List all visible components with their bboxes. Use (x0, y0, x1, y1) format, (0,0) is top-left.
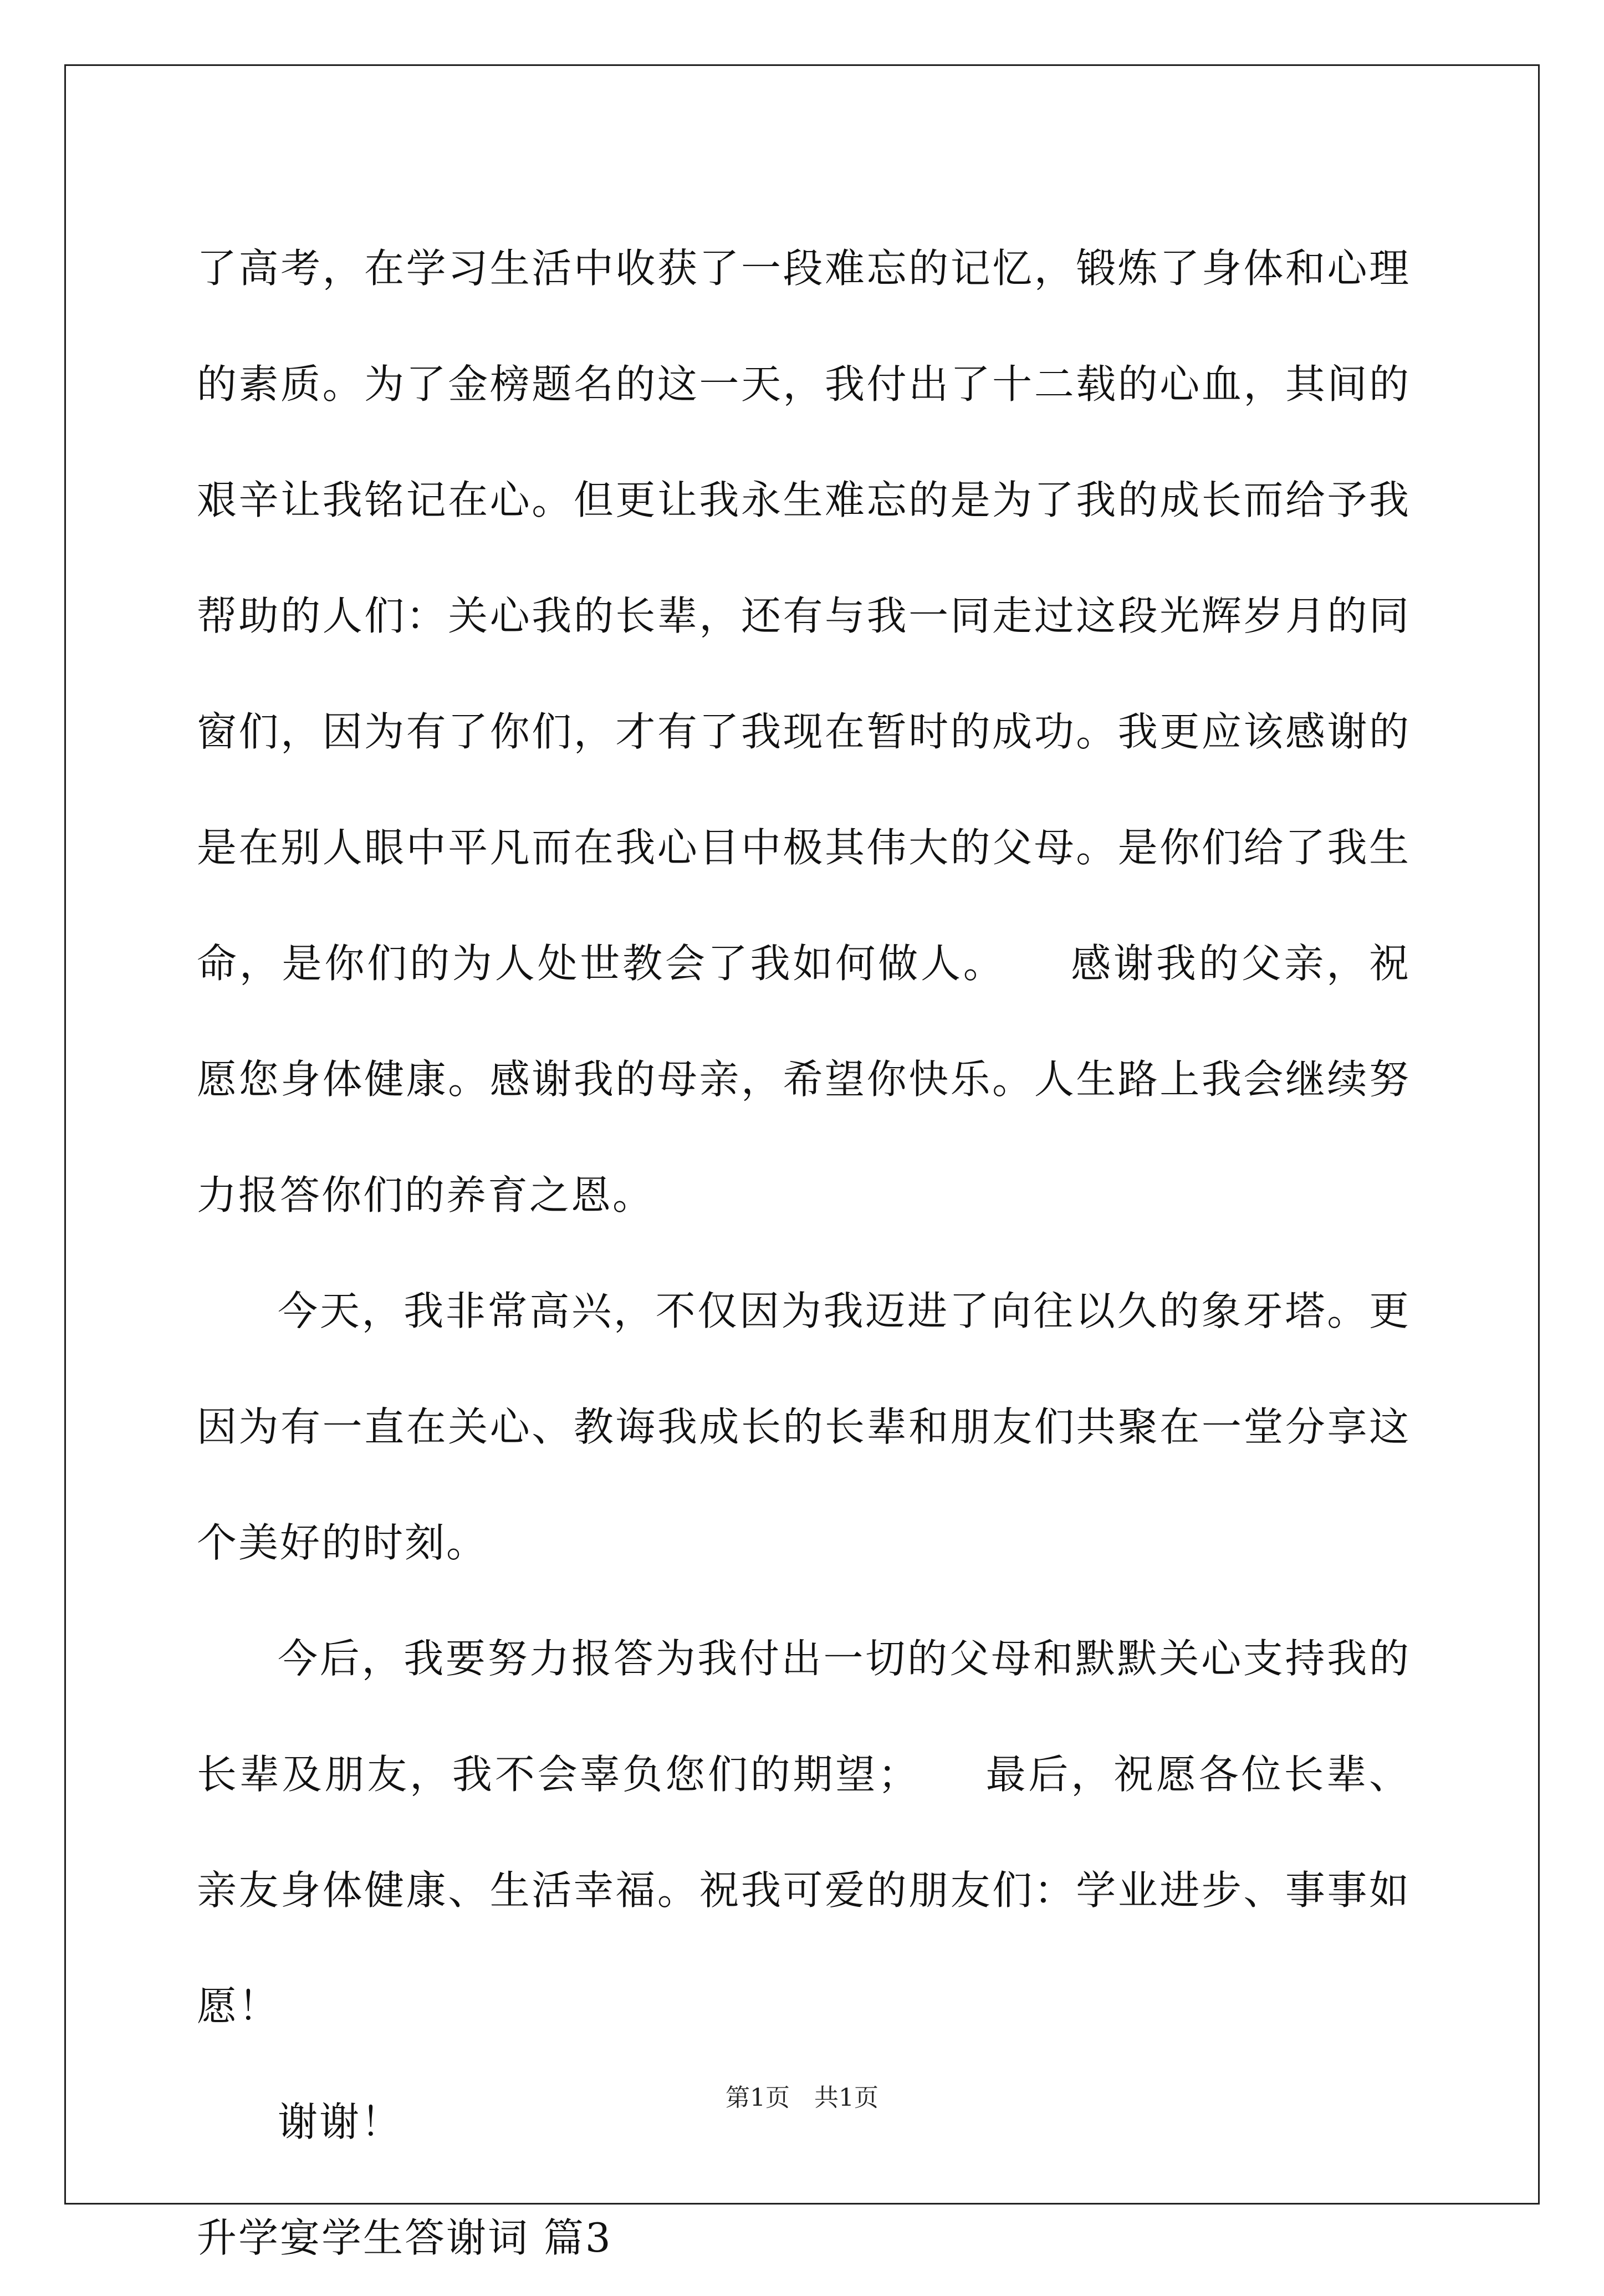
document-body (197, 211, 1411, 2296)
paragraph-future: 今后，我要努力报答为我付出一切的父母和默默关心支持我的长辈及朋友，我不会辜负您们的期望； 最后，祝愿各位长辈、亲友身体健康、生活幸福。祝我可爱的朋友们：学业进步、事事如愿！ (197, 1635, 1411, 2029)
paragraph-continuation: 了高考，在学习生活中收获了一段难忘的记忆，锻炼了身体和心理的素质。为了金榜题名的这一天，我付出了十二载的心血，其间的艰辛让我铭记在心。但更让我永生难忘的是为了我的成长而给予我帮助的人们：关心我的长辈，还有与我一同走过这段光辉岁月的同窗们，因为有了你们，才有了我现在暂时的成功。我更应该感谢的是在别人眼中平凡而在我心目中极其伟大的父母。是你们给了我生命，是你们的为人处世教会了我如何做人。 感谢我的父亲，祝愿您身体健康。感谢我的母亲，希望你快乐。人生路上我会继续努力报答你们的养育之恩。 (197, 245, 1411, 1218)
page-footer: 第1页 共1页 (726, 2084, 878, 2112)
paragraph-thanks: 谢谢！ (278, 2099, 403, 2145)
section-heading: 升学宴学生答谢词 篇3 (197, 2215, 612, 2261)
paragraph-today: 今天，我非常高兴，不仅因为我迈进了向往以久的象牙塔。更因为有一直在关心、教诲我成长的长辈和朋友们共聚在一堂分享这个美好的时刻。 (197, 1288, 1411, 1566)
